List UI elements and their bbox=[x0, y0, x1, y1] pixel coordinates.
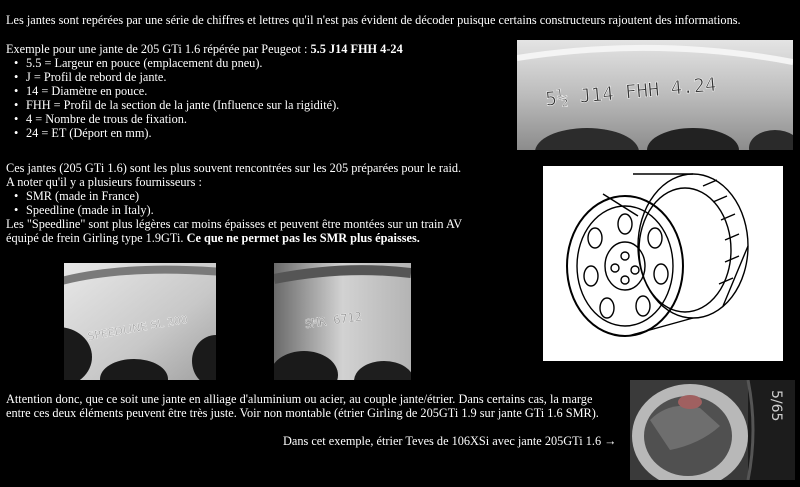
example-code: 5.5 J14 FHH 4-24 bbox=[310, 42, 403, 56]
list-item: • J = Profil de rebord de jante. bbox=[6, 70, 403, 84]
suppliers-line-4-bold: Ce que ne permet pas les SMR plus épaisses. bbox=[186, 231, 420, 245]
warning-section bbox=[6, 392, 599, 420]
list-item: • 24 = ET (Déport en mm). bbox=[6, 126, 403, 140]
example-heading bbox=[6, 42, 403, 56]
suppliers-line-2: A noter qu'il y a plusieurs fournisseurs : bbox=[6, 175, 202, 189]
suppliers-line-3: Les "Speedline" sont plus légères car moins épaisses et peuvent être montées sur un train AV bbox=[6, 217, 463, 231]
list-item: • 14 = Diamètre en pouce. bbox=[6, 84, 403, 98]
caliper-photo bbox=[630, 380, 795, 480]
rim-marking-photo bbox=[517, 40, 793, 150]
speedline-photo bbox=[64, 263, 216, 380]
suppliers-line-1: Ces jantes (205 GTi 1.6) sont les plus souvent rencontrées sur les 205 préparées pour le raid. bbox=[6, 161, 462, 175]
smr-photo bbox=[274, 263, 411, 380]
warning-line-2: entre ces deux éléments peuvent être très juste. Voir non montable (étrier Girling de 205GTi 1.9 sur jante GTi 1.6 SMR). bbox=[6, 406, 599, 420]
example-list bbox=[6, 56, 403, 140]
list-item: • Speedline (made in Italy). bbox=[6, 203, 462, 217]
list-item: • SMR (made in France) bbox=[6, 189, 462, 203]
intro-text: Les jantes sont repérées par une série de chiffres et lettres qu'il n'est pas évident de décoder puisque certains constructeurs rajoutent des informations. bbox=[6, 13, 741, 27]
rim-marking-text: 5½ J14 FHH 4.24 bbox=[544, 73, 718, 111]
speedline-text: SPEEDLINE SL 200 bbox=[86, 312, 189, 344]
list-item: • 5.5 = Largeur en pouce (emplacement du pneu). bbox=[6, 56, 403, 70]
list-item: • 4 = Nombre de trous de fixation. bbox=[6, 112, 403, 126]
warning-line-1: Attention donc, que ce soit une jante en alliage d'aluminium ou acier, au couple jante/étrier. Dans certains cas, la marge bbox=[6, 392, 593, 406]
example-section bbox=[6, 42, 403, 140]
example-prefix: Exemple pour une jante de 205 GTi 1.6 répérée par Peugeot : bbox=[6, 42, 311, 56]
suppliers-section bbox=[6, 161, 462, 245]
list-item: • FHH = Profil de la section de la jante (Influence sur la rigidité). bbox=[6, 98, 403, 112]
example-link[interactable]: Dans cet exemple, étrier Teves de 106XSi avec jante 205GTi 1.6 → bbox=[283, 434, 617, 448]
tire-text: 5/65 bbox=[768, 390, 784, 422]
smr-text: SMR 6712 bbox=[303, 309, 363, 332]
suppliers-list bbox=[6, 189, 462, 217]
wheel-diagram bbox=[543, 166, 783, 361]
suppliers-line-4-text: équipé de frein Girling type 1.9GTi. bbox=[6, 231, 187, 245]
suppliers-line-4 bbox=[6, 231, 462, 245]
